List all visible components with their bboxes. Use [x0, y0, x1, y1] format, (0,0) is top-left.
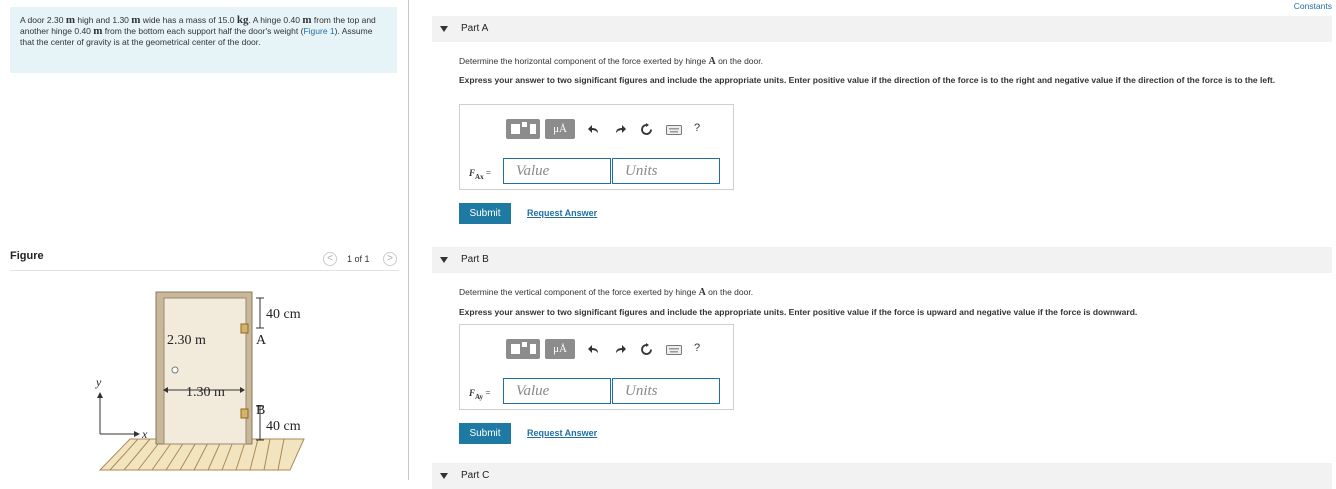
keyboard-icon[interactable] [666, 125, 682, 135]
template-icon[interactable] [506, 339, 540, 359]
mu-angstrom-icon[interactable]: μÅ [545, 119, 575, 139]
label-hinge-a: A [256, 333, 267, 348]
redo-icon[interactable] [614, 344, 626, 356]
collapse-arrow-icon [440, 26, 448, 32]
hinge-a [241, 324, 248, 333]
label-x-axis: x [142, 427, 148, 441]
collapse-arrow-icon [440, 473, 448, 479]
part-b-request-answer-link[interactable]: Request Answer [527, 428, 598, 438]
part-c-label: Part C [461, 470, 490, 481]
reset-icon[interactable] [640, 343, 653, 356]
part-b-value-input[interactable]: Value [503, 378, 611, 404]
panel-divider [408, 0, 409, 480]
part-a-instructions: Express your answer to two significant figures and include the appropriate units. Enter positive value if the direction of the force is to the right and negative value if the direction of the force is to the left. [459, 75, 1276, 85]
math-toolbar [506, 117, 718, 145]
hinge-b [241, 409, 248, 418]
undo-icon[interactable] [588, 344, 600, 356]
part-a-request-answer-link[interactable]: Request Answer [527, 208, 598, 218]
part-a-units-input[interactable]: Units [612, 158, 720, 184]
part-b-answer-box [459, 324, 734, 410]
label-height: 2.30 m [167, 333, 206, 348]
part-b-units-input[interactable]: Units [612, 378, 720, 404]
part-a-variable-label: $F_{Ax}$ = [469, 168, 491, 181]
part-c-header[interactable] [432, 463, 1332, 489]
prev-figure-button[interactable]: < [323, 252, 337, 266]
next-figure-button[interactable]: > [383, 252, 397, 266]
mu-angstrom-icon[interactable]: μÅ [545, 339, 575, 359]
part-b-submit-button[interactable]: Submit [459, 423, 511, 444]
label-y-axis: y [96, 375, 102, 389]
help-icon[interactable]: ? [694, 342, 701, 354]
figure-divider [10, 270, 399, 271]
part-b-header[interactable] [432, 247, 1332, 273]
figure-link[interactable]: Figure 1 [303, 26, 335, 36]
label-top-dist: 40 cm [266, 307, 301, 322]
part-a-header[interactable] [432, 16, 1332, 42]
door-knob [172, 367, 178, 373]
figure-title: Figure [10, 250, 44, 262]
figure-pager: 1 of 1 [347, 254, 370, 264]
part-a-question: Determine the horizontal component of the force exerted by hinge A on the door. [459, 56, 763, 67]
reset-icon[interactable] [640, 123, 653, 136]
door-figure [90, 284, 330, 480]
part-a-label: Part A [461, 23, 489, 34]
part-b-variable-label: $F_{Ay}$ = [469, 388, 491, 401]
label-hinge-b: B [256, 403, 266, 418]
keyboard-icon[interactable] [666, 345, 682, 355]
problem-statement: A door 2.30 m high and 1.30 m wide has a mass of 15.0 kg. A hinge 0.40 m from the top and another hinge 0.40 m from the bottom each support half the door's weight (Figure 1). Assume that the center of gravity is at the geometrical center of the door. [10, 7, 397, 73]
undo-icon[interactable] [588, 124, 600, 136]
part-b-instructions: Express your answer to two significant figures and include the appropriate units. Enter positive value if the force is upward and negative value if the force is downward. [459, 307, 1138, 317]
constants-link[interactable]: Constants [1293, 1, 1332, 11]
label-width: 1.30 m [186, 385, 225, 400]
part-a-value-input[interactable]: Value [503, 158, 611, 184]
math-toolbar [506, 337, 718, 365]
help-icon[interactable]: ? [694, 122, 701, 134]
part-b-label: Part B [461, 254, 489, 265]
part-a-submit-button[interactable]: Submit [459, 203, 511, 224]
template-icon[interactable] [506, 119, 540, 139]
label-bottom-dist: 40 cm [266, 419, 301, 434]
part-a-answer-box [459, 104, 734, 190]
part-b-question: Determine the vertical component of the force exerted by hinge A on the door. [459, 287, 754, 298]
redo-icon[interactable] [614, 124, 626, 136]
collapse-arrow-icon [440, 257, 448, 263]
